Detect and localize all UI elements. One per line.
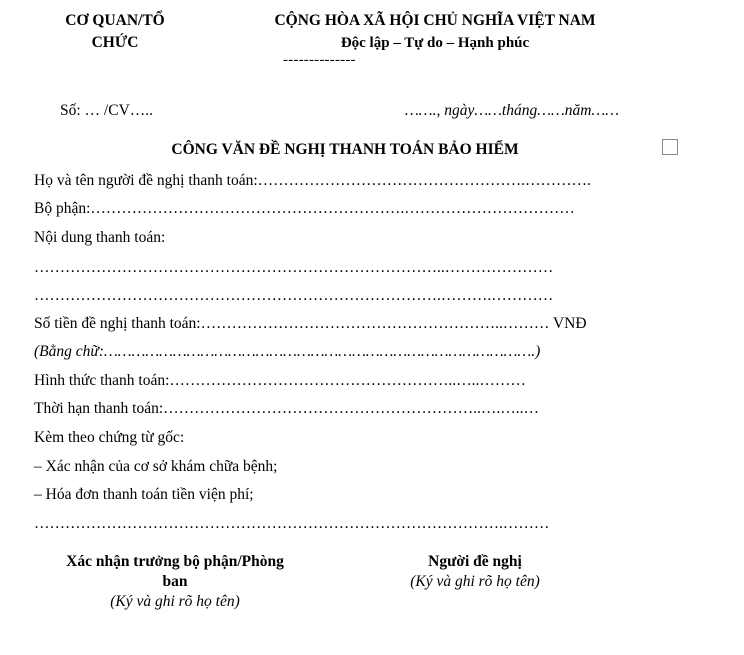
- left-signature-block: [35, 552, 315, 612]
- document-date: ……., ngày……tháng……năm……: [405, 102, 620, 119]
- attachments-label: Kèm theo chứng từ gốc:: [34, 429, 185, 446]
- document-number: Số: … /CV…..: [60, 102, 154, 119]
- organization-heading: [40, 10, 190, 54]
- department-line: Bộ phận:…………………………………………………….……………………………: [34, 200, 575, 217]
- attachment-extra-line: ……………………………………………………………………………….………: [34, 515, 550, 532]
- document-title: CÔNG VĂN ĐỀ NGHỊ THANH TOÁN BẢO HIỂM: [171, 141, 519, 158]
- left-signature-note: (Ký và ghi rõ họ tên): [110, 593, 240, 610]
- motto-underline: --------------: [283, 52, 356, 68]
- checkbox[interactable]: [662, 139, 678, 155]
- left-signature-title-2: ban: [162, 573, 188, 590]
- payment-method-line: Hình thức thanh toán:………………………………………………..…..………: [34, 372, 526, 389]
- content-label: Nội dung thanh toán:: [34, 229, 166, 246]
- right-signature-title: Người đề nghị: [428, 553, 522, 570]
- requester-line: Họ và tên người đề nghị thanh toán:…………………………………………….………….: [34, 172, 591, 189]
- left-signature-title-1: Xác nhận trưởng bộ phận/Phòng: [66, 553, 284, 570]
- org-line-1: CƠ QUAN/TỔ: [65, 12, 165, 29]
- amount-words-line: (Bằng chữ:………………………………………………………………………………….): [34, 343, 541, 360]
- attachment-item-1: – Xác nhận của cơ sở khám chữa bệnh;: [34, 458, 278, 475]
- amount-line: Số tiền đề nghị thanh toán:…………………………………………………..……… VNĐ: [34, 315, 587, 332]
- content-line-1: ……………………………………………………………………..…………………: [34, 259, 554, 276]
- nation-subtitle: Độc lập – Tự do – Hạnh phúc: [340, 35, 530, 51]
- content-line-2: …………………………………………………………………….……….…………: [34, 287, 554, 304]
- national-motto: [200, 10, 670, 54]
- nation-title: CỘNG HÒA XÃ HỘI CHỦ NGHĨA VIỆT NAM: [274, 12, 596, 29]
- right-signature-note: (Ký và ghi rõ họ tên): [410, 573, 540, 590]
- payment-deadline-line: Thời hạn thanh toán:……………………………………………………..….…..…: [34, 400, 540, 417]
- attachment-item-2: – Hóa đơn thanh toán tiền viện phí;: [34, 486, 254, 503]
- right-signature-block: [360, 552, 590, 592]
- org-line-2: CHỨC: [91, 34, 139, 51]
